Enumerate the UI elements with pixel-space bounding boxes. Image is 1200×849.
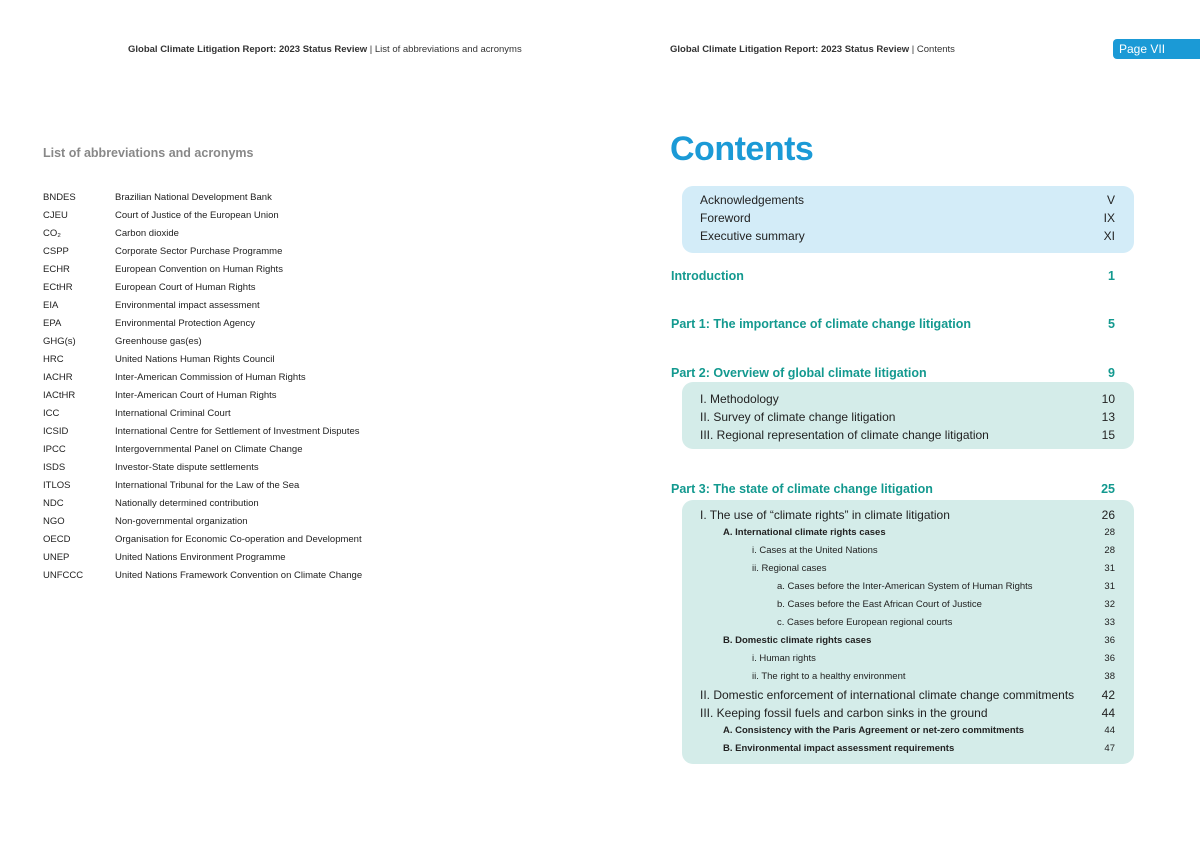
- abbreviation-definition: Environmental impact assessment: [115, 300, 260, 311]
- toc-entry[interactable]: [600, 669, 1200, 685]
- abbreviation-code: HRC: [43, 354, 64, 365]
- toc-entry-title: b. Cases before the East African Court of Justice: [777, 599, 982, 610]
- toc-section-part2[interactable]: [600, 364, 1200, 382]
- abbreviation-code: EPA: [43, 318, 62, 329]
- toc-entry-title: Foreword: [700, 211, 751, 225]
- abbreviation-row: [43, 459, 362, 477]
- abbreviation-code: CO₂: [43, 228, 61, 239]
- abbreviation-definition: Investor-State dispute settlements: [115, 462, 259, 473]
- toc-entry-page: 32: [1104, 599, 1115, 610]
- abbreviation-definition: Organisation for Economic Co-operation and Development: [115, 534, 362, 545]
- abbreviation-code: UNFCCC: [43, 570, 84, 581]
- abbreviation-definition: Nationally determined contribution: [115, 498, 259, 509]
- toc-entry-page: 9: [1108, 366, 1115, 380]
- abbreviation-code: IACtHR: [43, 390, 76, 401]
- toc-entry-page: 15: [1101, 428, 1115, 442]
- header-report-title: Global Climate Litigation Report: 2023 Status Review: [670, 44, 910, 55]
- running-header: [670, 44, 955, 55]
- abbreviation-code: BNDES: [43, 192, 76, 203]
- abbreviation-definition: Intergovernmental Panel on Climate Change: [115, 444, 303, 455]
- abbreviation-definition: Corporate Sector Purchase Programme: [115, 246, 283, 257]
- abbreviation-definition: European Convention on Human Rights: [115, 264, 283, 275]
- toc-entry-title: B. Environmental impact assessment requirements: [723, 743, 955, 754]
- toc-entry-title: III. Regional representation of climate change litigation: [700, 428, 989, 442]
- toc-entry[interactable]: [600, 227, 1200, 245]
- abbreviation-code: ICSID: [43, 426, 69, 437]
- toc-entry-page: 28: [1104, 545, 1115, 556]
- abbreviation-definition: United Nations Environment Programme: [115, 552, 286, 563]
- abbreviation-row: [43, 441, 362, 459]
- toc-entry-title: II. Survey of climate change litigation: [700, 410, 896, 424]
- page-number-badge: Page VII: [1113, 39, 1200, 59]
- toc-entry-title: II. Domestic enforcement of international climate change commitments: [700, 688, 1075, 702]
- toc-section-part3[interactable]: [600, 480, 1200, 498]
- abbreviation-definition: United Nations Framework Convention on Climate Change: [115, 570, 363, 581]
- toc-entry-title: A. International climate rights cases: [723, 527, 886, 538]
- running-header: [128, 44, 522, 55]
- toc-entry-page: 1: [1108, 269, 1115, 283]
- abbreviation-definition: Inter-American Commission of Human Rights: [115, 372, 306, 383]
- toc-entry[interactable]: [600, 579, 1200, 595]
- header-section: List of abbreviations and acronyms: [374, 44, 522, 55]
- toc-entry-title: ii. Regional cases: [752, 563, 827, 574]
- toc-entry-page: 28: [1104, 527, 1115, 538]
- abbreviation-definition: United Nations Human Rights Council: [115, 354, 275, 365]
- abbreviation-definition: International Criminal Court: [115, 408, 231, 419]
- abbreviation-row: [43, 477, 362, 495]
- abbreviation-code: OECD: [43, 534, 71, 545]
- abbreviation-row: [43, 333, 362, 351]
- abbreviation-code: NGO: [43, 516, 65, 527]
- abbreviation-definition: European Court of Human Rights: [115, 282, 256, 293]
- abbreviation-code: UNEP: [43, 552, 70, 563]
- toc-entry-title: Introduction: [671, 269, 744, 283]
- toc-entry-page: 42: [1101, 688, 1115, 702]
- abbreviation-row: [43, 297, 362, 315]
- abbreviation-definition: Inter-American Court of Human Rights: [115, 390, 277, 401]
- abbreviation-definition: Non-governmental organization: [115, 516, 248, 527]
- abbreviation-definition: International Centre for Settlement of Investment Disputes: [115, 426, 360, 437]
- toc-entry[interactable]: [600, 686, 1200, 704]
- toc-entry[interactable]: [600, 633, 1200, 649]
- toc-entry-page: 36: [1104, 653, 1115, 664]
- toc-entry-page: 31: [1104, 581, 1115, 592]
- toc-section-part1[interactable]: [600, 315, 1200, 333]
- abbreviation-code: CJEU: [43, 210, 68, 221]
- toc-entry-page: IX: [1103, 211, 1115, 225]
- abbreviation-row: [43, 225, 362, 243]
- toc-entry[interactable]: [600, 390, 1200, 408]
- abbreviation-definition: International Tribunal for the Law of the Sea: [115, 480, 300, 491]
- toc-entry[interactable]: [600, 426, 1200, 444]
- abbreviation-code: ISDS: [43, 462, 66, 473]
- abbreviation-row: [43, 567, 362, 585]
- abbreviation-row: [43, 189, 362, 207]
- abbreviation-code: IPCC: [43, 444, 66, 455]
- toc-entry-page: 13: [1101, 410, 1115, 424]
- toc-entry[interactable]: [600, 561, 1200, 577]
- toc-entry-title: ii. The right to a healthy environment: [752, 671, 906, 682]
- toc-entry-title: Executive summary: [700, 229, 805, 243]
- toc-entry-page: XI: [1103, 229, 1115, 243]
- abbreviation-row: [43, 549, 362, 567]
- toc-entry-title: Part 1: The importance of climate change litigation: [671, 317, 972, 331]
- toc-entry-page: 47: [1104, 743, 1115, 754]
- abbreviation-row: [43, 261, 362, 279]
- toc-entry[interactable]: [600, 543, 1200, 559]
- toc-entry-page: 25: [1101, 482, 1115, 496]
- header-separator: |: [367, 44, 375, 55]
- abbreviation-row: [43, 279, 362, 297]
- toc-entry-page: 31: [1104, 563, 1115, 574]
- toc-entry-title: III. Keeping fossil fuels and carbon sinks in the ground: [700, 706, 988, 720]
- toc-entry-page: 36: [1104, 635, 1115, 646]
- toc-section-introduction[interactable]: [600, 267, 1200, 285]
- toc-entry-title: A. Consistency with the Paris Agreement or net-zero commitments: [723, 725, 1025, 736]
- abbreviation-code: ITLOS: [43, 480, 71, 491]
- toc-entry[interactable]: [600, 723, 1200, 739]
- toc-entry-title: c. Cases before European regional courts: [777, 617, 953, 628]
- toc-entry[interactable]: [600, 191, 1200, 209]
- right-page: [600, 0, 1200, 849]
- abbreviation-code: ICC: [43, 408, 60, 419]
- abbreviations-list: [43, 189, 362, 585]
- toc-entry[interactable]: [600, 651, 1200, 667]
- abbreviation-code: EIA: [43, 300, 59, 311]
- toc-entry[interactable]: [600, 408, 1200, 426]
- header-report-title: Global Climate Litigation Report: 2023 Status Review: [128, 44, 368, 55]
- toc-entry-title: i. Cases at the United Nations: [752, 545, 878, 556]
- toc-entry-page: 26: [1101, 508, 1115, 522]
- toc-entry-title: Part 2: Overview of global climate litigation: [671, 366, 927, 380]
- contents-title: Contents: [670, 130, 814, 168]
- abbreviation-code: GHG(s): [43, 336, 76, 347]
- abbreviation-row: [43, 351, 362, 369]
- abbreviation-code: ECtHR: [43, 282, 73, 293]
- abbreviation-row: [43, 207, 362, 225]
- toc-entry-page: 44: [1101, 706, 1115, 720]
- toc-entry-title: i. Human rights: [752, 653, 816, 664]
- toc-entry-title: a. Cases before the Inter-American System of Human Rights: [777, 581, 1033, 592]
- toc-entry-title: I. The use of “climate rights” in climate litigation: [700, 508, 950, 522]
- abbreviation-row: [43, 495, 362, 513]
- toc-entry[interactable]: [600, 704, 1200, 722]
- abbreviation-row: [43, 531, 362, 549]
- abbreviation-row: [43, 387, 362, 405]
- header-separator: |: [909, 44, 917, 55]
- abbreviation-row: [43, 405, 362, 423]
- header-section: Contents: [916, 44, 955, 55]
- abbreviation-code: CSPP: [43, 246, 69, 257]
- abbreviation-row: [43, 513, 362, 531]
- abbreviation-row: [43, 315, 362, 333]
- abbreviation-definition: Environmental Protection Agency: [115, 318, 255, 329]
- toc-entry-page: 44: [1104, 725, 1115, 736]
- toc-entry-title: I. Methodology: [700, 392, 779, 406]
- abbreviation-code: NDC: [43, 498, 64, 509]
- abbreviation-code: IACHR: [43, 372, 73, 383]
- toc-entry[interactable]: [600, 209, 1200, 227]
- toc-entry-page: 5: [1108, 317, 1115, 331]
- abbreviation-row: [43, 243, 362, 261]
- abbreviation-definition: Greenhouse gas(es): [115, 336, 202, 347]
- toc-entry[interactable]: [600, 741, 1200, 757]
- toc-entry[interactable]: [600, 506, 1200, 524]
- toc-entry-title: B. Domestic climate rights cases: [723, 635, 872, 646]
- abbreviation-row: [43, 423, 362, 441]
- toc-entry[interactable]: [600, 615, 1200, 631]
- toc-entry-page: V: [1106, 193, 1115, 207]
- toc-entry-title: Acknowledgements: [700, 193, 805, 207]
- abbreviation-row: [43, 369, 362, 387]
- abbreviation-definition: Court of Justice of the European Union: [115, 210, 279, 221]
- abbreviation-definition: Brazilian National Development Bank: [115, 192, 272, 203]
- abbreviations-title: List of abbreviations and acronyms: [43, 146, 254, 160]
- abbreviation-definition: Carbon dioxide: [115, 228, 179, 239]
- toc-entry[interactable]: [600, 597, 1200, 613]
- toc-entry[interactable]: [600, 525, 1200, 541]
- abbreviation-code: ECHR: [43, 264, 70, 275]
- toc-entry-page: 10: [1101, 392, 1115, 406]
- toc-entry-title: Part 3: The state of climate change litigation: [671, 482, 933, 496]
- toc-entry-page: 33: [1104, 617, 1115, 628]
- toc-entry-page: 38: [1104, 671, 1115, 682]
